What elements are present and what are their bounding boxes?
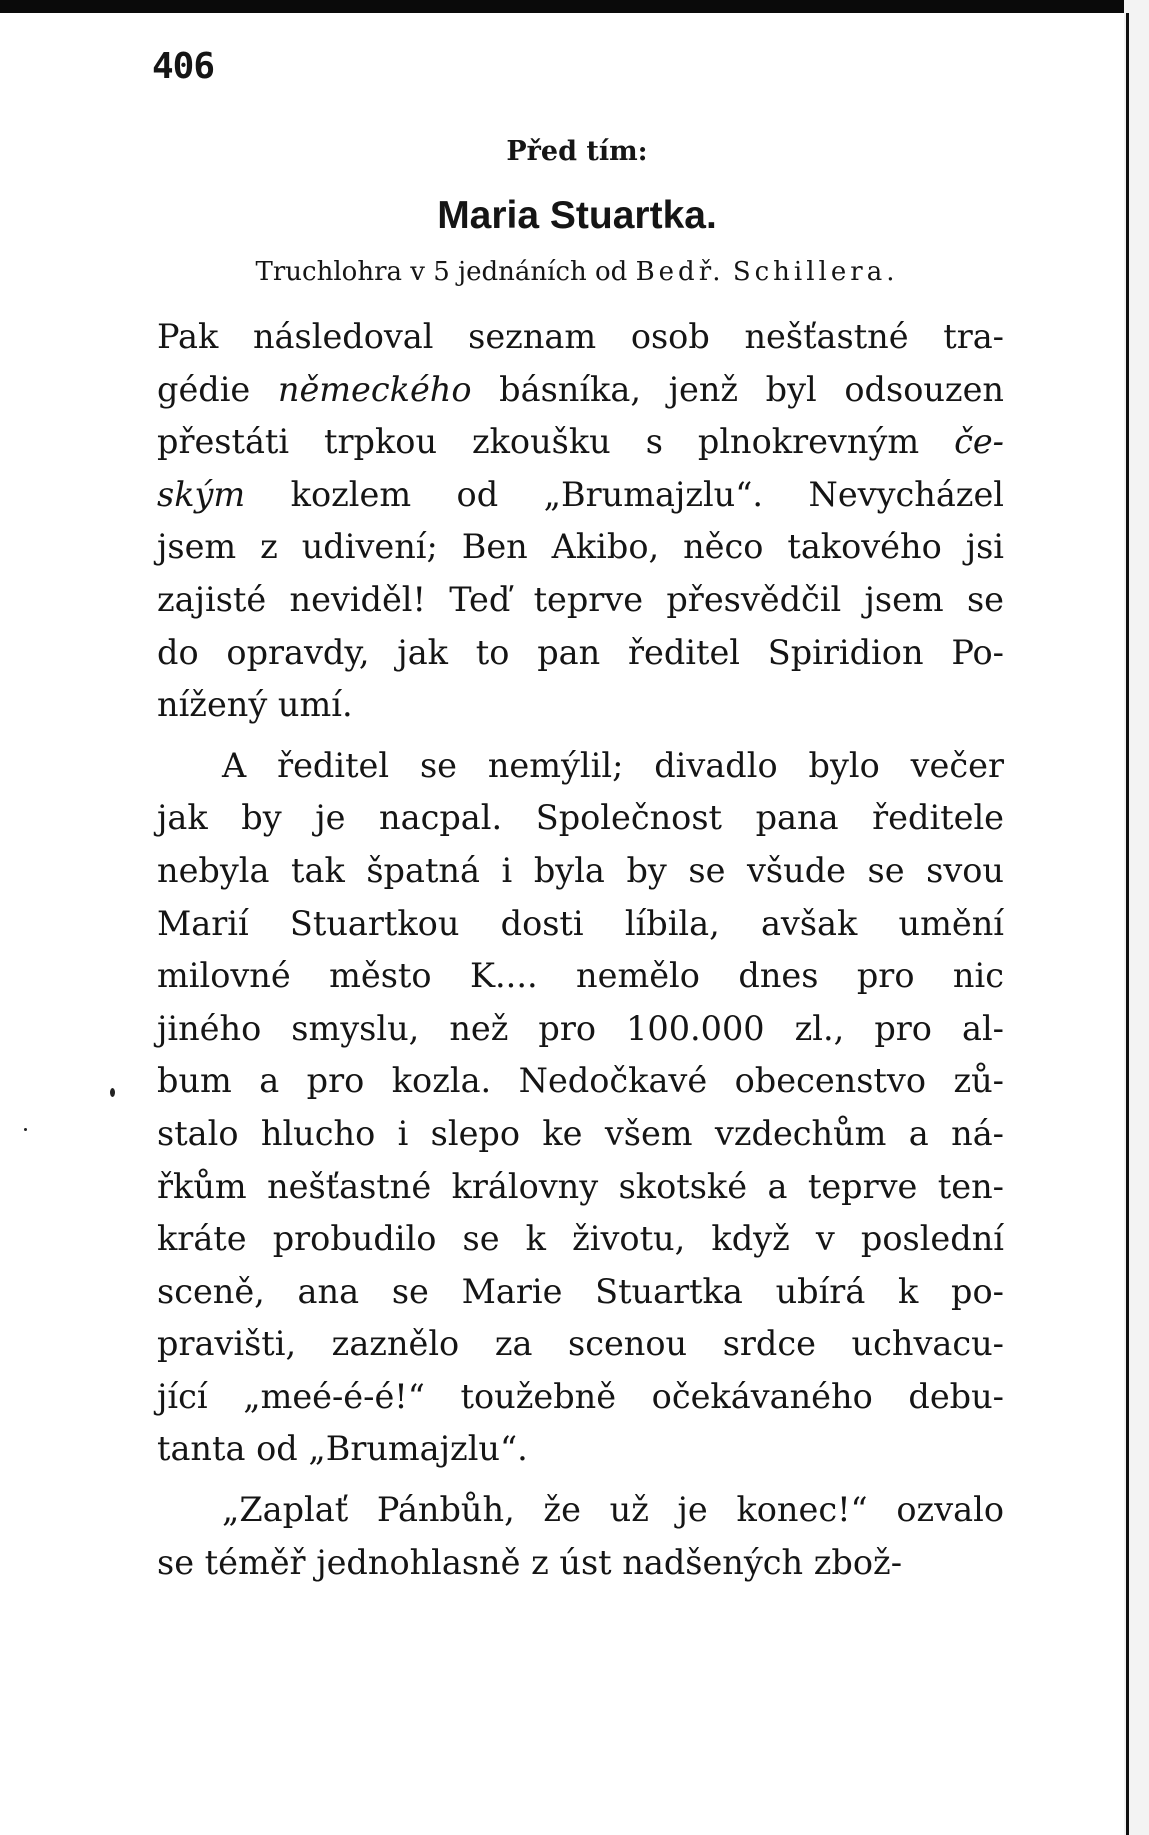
- text-line: jsem z udivení; Ben Akibo, něco takového jsi: [157, 527, 1004, 567]
- text-line: přestáti trpkou zkoušku s plnokrevným če-: [157, 422, 1004, 462]
- text-line: zajisté neviděl! Teď teprve přesvědčil jsem se: [157, 579, 1004, 619]
- text-line: tanta od „Brumajzlu“.: [157, 1429, 528, 1469]
- paragraph: [157, 311, 1004, 732]
- paragraph: [157, 1484, 1004, 1589]
- section-intro: Před tím:: [506, 136, 648, 167]
- print-speck: [24, 1128, 27, 1131]
- play-subtitle: [152, 257, 1002, 287]
- text-line: do opravdy, jak to pan ředitel Spiridion Po-: [157, 632, 1004, 672]
- play-title: Maria Stuartka.: [437, 194, 717, 237]
- text-line: jak by je nacpal. Společnost pana ředitele: [157, 798, 1004, 838]
- text-line: nebyla tak špatná i byla by se všude se svou: [157, 850, 1004, 890]
- text-line: bum a pro kozla. Nedočkavé obecenstvo zů-: [157, 1061, 1004, 1101]
- text-line: sceně, ana se Marie Stuartka ubírá k po-: [157, 1271, 1004, 1311]
- text-line: gédie německého básníka, jenž byl odsouzen: [157, 369, 1004, 409]
- print-speck: [110, 1088, 115, 1097]
- text-line: kráte probudilo se k životu, když v poslední: [157, 1219, 1004, 1259]
- italic-word: če-: [954, 422, 1004, 462]
- author-last-name: Schillera.: [732, 257, 899, 287]
- body-text: [157, 311, 1004, 1589]
- text-line: Pak následoval seznam osob nešťastné tra-: [157, 317, 1004, 356]
- scan-right-border: [1126, 13, 1129, 1835]
- text-line: stalo hlucho i slepo ke všem vzdechům a ná-: [157, 1113, 1004, 1153]
- text-line: jící „meé-é-é!“ toužebně očekávaného debu-: [157, 1376, 1004, 1416]
- text-line: Marií Stuartkou dosti líbila, avšak umění: [157, 903, 1004, 943]
- paragraph-gap: [157, 732, 1004, 740]
- text-line: ským kozlem od „Brumajzlu“. Nevycházel: [157, 474, 1004, 514]
- text-line: se téměř jednohlasně z úst nadšených zbož-: [157, 1542, 903, 1582]
- paragraph-gap: [157, 1476, 1004, 1484]
- italic-word: ským: [157, 474, 246, 514]
- text-line: A ředitel se nemýlil; divadlo bylo večer: [222, 745, 1004, 785]
- subtitle-prefix: Truchlohra v 5 jednáních od: [255, 257, 628, 287]
- italic-word: německého: [277, 369, 472, 409]
- text-line: „Zaplať Pánbůh, že už je konec!“ ozvalo: [222, 1490, 1004, 1530]
- text-line: milovné město K.... nemělo dnes pro nic: [157, 956, 1004, 996]
- text-line: jiného smyslu, než pro 100.000 zl., pro al-: [157, 1008, 1004, 1048]
- page-number: 406: [152, 46, 215, 87]
- paragraph: [157, 740, 1004, 1476]
- text-line: nížený umí.: [157, 685, 353, 725]
- text-line: řkům nešťastné královny skotské a teprve ten-: [157, 1166, 1004, 1206]
- author-first-name: Bedř.: [635, 257, 725, 287]
- text-line: pravišti, zaznělo za scenou srdce uchvacu-: [157, 1324, 1004, 1364]
